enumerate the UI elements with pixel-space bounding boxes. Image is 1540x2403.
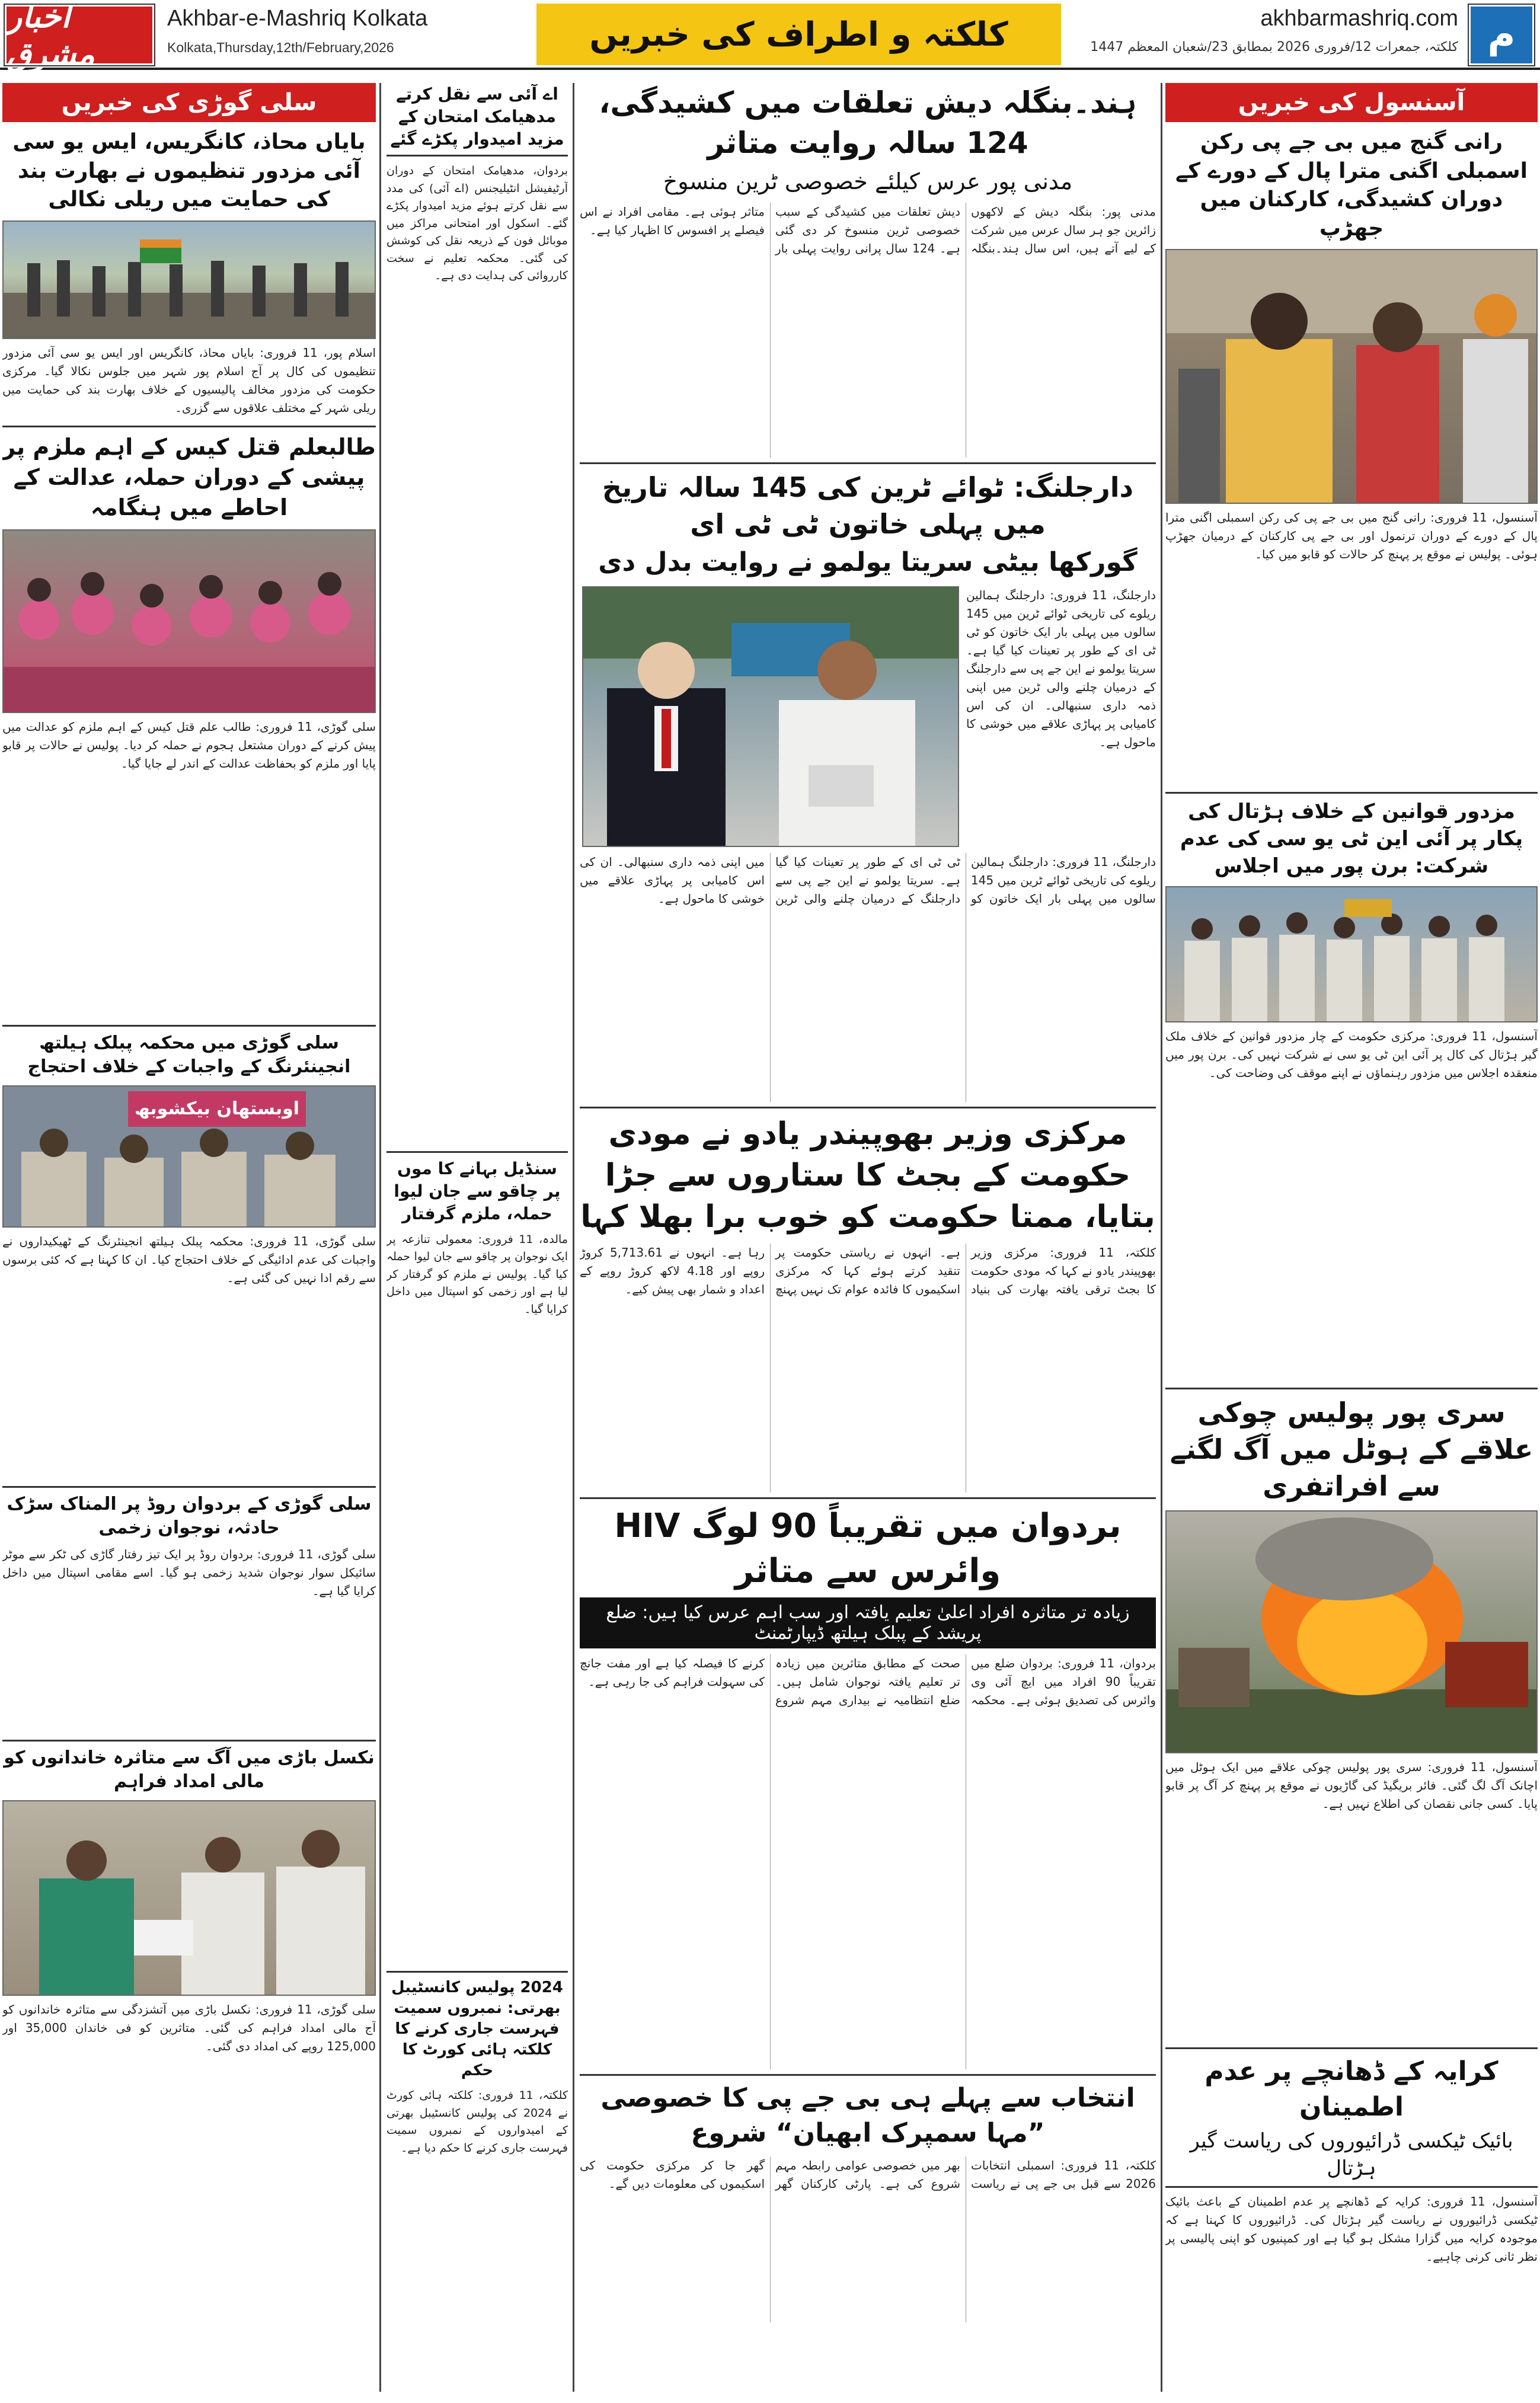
phe-protest-photo bbox=[2, 1085, 376, 1228]
story-headline: ہند۔بنگلہ دیش تعلقات میں کشیدگی، 124 سالہ روایت متاثر bbox=[599, 85, 1137, 160]
masthead-icon-glyph: م bbox=[1487, 13, 1516, 57]
story-highlight-bar: زیادہ تر متاثرہ افراد اعلیٰ تعلیم یافتہ اور سب اہم عرس کیا ہیں: ضلع پریشد کے پبلک ہیلتھ ڈیپارٹمنٹ bbox=[580, 1597, 1156, 1648]
newspaper-logo bbox=[5, 0, 154, 73]
story-headline: سلی گوڑی میں محکمہ پبلک ہیلتھ انجینئرنگ کے واجبات کے خلاف احتجاج bbox=[27, 1032, 351, 1078]
story-headline: رانی گنج میں بی جے پی رکن اسمبلی اگنی مترا پال کے دورے کے دوران کشیدگی، کارکنان میں جھڑپ bbox=[1175, 130, 1528, 241]
masthead-right bbox=[1067, 6, 1458, 55]
story-headline: نکسل باڑی میں آگ سے متاثرہ خاندانوں کو مالی امداد فراہم bbox=[4, 1747, 375, 1792]
court-protest-figures bbox=[4, 531, 375, 713]
ranigunj-clash-figures bbox=[1167, 250, 1536, 504]
story-headline: سنڈیل بہانے کا موں پر چاقو سے جان لیوا حملہ، ملزم گرفتار bbox=[394, 1159, 561, 1223]
story-subhead: گورکھا بیٹی سریتا یولمو نے روایت بدل دی bbox=[598, 547, 1138, 578]
masthead bbox=[0, 0, 1540, 73]
logo-text: اخبار مشرق bbox=[7, 0, 95, 73]
urdu-date: کلکتہ، جمعرات 12/فروری 2026 بمطابق 23/شعبان المعظم 1447 bbox=[1090, 40, 1458, 55]
asansol-column bbox=[1165, 83, 1538, 2392]
story-body: بردوان، 11 فروری: بردوان ضلع میں تقریباً 90 افراد میں ایچ آئی وی وائرس کی تصدیق ہوئی ہے۔ محکمہ صحت کے مطابق متاثرین میں زیادہ تر تعلیم یافتہ نوجوان شامل ہیں۔ ضلع انتظامیہ نے بیداری مہم شروع کرنے کا فیصلہ کیا ہے اور مفت جانچ کی سہولت فراہم کی جا رہی ہے۔ bbox=[580, 1656, 1156, 1707]
divider bbox=[2, 1486, 376, 1488]
toy-train-tte-figures bbox=[583, 587, 958, 846]
divider bbox=[580, 1497, 1156, 1499]
story-headline: طالبعلم قتل کیس کے اہم ملزم پر پیشی کے دوران حملہ، عدالت کے احاطے میں ہنگامہ bbox=[2, 433, 376, 521]
hotel-fire-photo bbox=[1165, 1510, 1538, 1753]
story-body: بردوان، مدھیامک امتحان کے دوران آرٹیفیشل انٹیلیجنس (اے آئی) کی مدد سے نقل کرتے ہوئے مزید امیدوار پکڑے گئے۔ اسکول اور امتحانی مراکز میں موبائل فون کے ذریعہ نقل کی کوشش کی گئی۔ محکمہ تعلیم نے سخت کارروائی کی ہدایت دی ہے۔ bbox=[386, 164, 568, 283]
burnpur-meeting-figures bbox=[1167, 887, 1536, 1022]
masthead-left bbox=[167, 6, 535, 56]
story-subhead: بائیک ٹیکسی ڈرائیوروں کی ریاست گیر ہڑتال bbox=[1165, 2128, 1538, 2188]
rally-photo bbox=[2, 221, 376, 339]
masthead-icon bbox=[1469, 5, 1534, 65]
phe-protest-figures bbox=[4, 1087, 375, 1228]
column-rule bbox=[1161, 83, 1162, 2392]
siliguri-column bbox=[2, 83, 376, 2392]
story-headline: مرکزی وزیر بھوپیندر یادو نے مودی حکومت کے بجٹ کا ستاروں سے جڑا بتایا، ممتا حکومت کو خوب برا بھلا کہا bbox=[580, 1116, 1155, 1235]
story-headline: سری پور پولیس چوکی علاقے کے ہوٹل میں آگ لگنے سے افراتفری bbox=[1170, 1397, 1533, 1503]
story-headline: انتخاب سے پہلے ہی بی جے پی کا خصوصی ”مہا سمپرک ابھیان“ شروع bbox=[600, 2082, 1135, 2149]
story-body: مدنی پور: بنگلہ دیش کے لاکھوں زائرین جو ہر سال عرس میں شرکت کے لیے آتے ہیں، اس سال ہند۔بنگلہ دیش تعلقات میں کشیدگی کے سبب خصوصی ٹرین منسوخ کر دی گئی ہے۔ 124 سال پرانی روایت پہلی بار متاثر ہوئی ہے۔ مقامی افراد نے اس فیصلے پر افسوس کا اظہار کیا ہے۔ bbox=[580, 204, 1156, 256]
divider bbox=[386, 1971, 568, 1973]
divider bbox=[580, 462, 1156, 464]
story-headline: دارجلنگ: ٹوائے ٹرین کی 145 سالہ تاریخ میں پہلی خاتون ٹی ٹی ای bbox=[602, 471, 1134, 541]
story2-layout bbox=[580, 586, 1156, 847]
ranigunj-clash-photo bbox=[1165, 249, 1538, 504]
story-body: سلی گوڑی، 11 فروری: نکسل باڑی میں آتشزدگی سے متاثرہ خاندانوں کو آج مالی امداد فراہم کی گئی۔ متاثرین کو فی خاندان 35,000 اور 125,000 روپے کی امداد دی گئی۔ bbox=[2, 2002, 376, 2053]
divider bbox=[580, 1107, 1156, 1108]
story-headline: کرایہ کے ڈھانچے پر عدم اطمینان bbox=[1204, 2056, 1499, 2122]
divider bbox=[2, 426, 376, 427]
divider bbox=[580, 2074, 1156, 2076]
story-body: آسنسول، 11 فروری: کرایہ کے ڈھانچے پر عدم اطمینان کے باعث بائیک ٹیکسی ڈرائیوروں نے ریاست گیر ہڑتال کی۔ ڈرائیوروں کا کہنا ہے کہ موجودہ کرایہ میں گزارا مشکل ہو گیا ہے اور کمپنیوں کو اپنی پالیسی پر نظر ثانی کرنی چاہیے۔ bbox=[1165, 2194, 1538, 2264]
hotel-fire-figures bbox=[1167, 1512, 1536, 1753]
center-column bbox=[580, 83, 1156, 2392]
aid-distribution-figures bbox=[4, 1801, 375, 1996]
divider bbox=[386, 1151, 568, 1153]
story-body: سلی گوڑی، 11 فروری: طالب علم قتل کیس کے اہم ملزم کو عدالت میں پیش کرنے کے دوران مشتعل ہجوم نے حملہ کر دیا۔ پولیس نے حالات پر قابو پایا اور ملزم کو بحفاظت عدالت کے اندر لے جایا گیا۔ bbox=[2, 719, 376, 771]
story-headline: بایاں محاذ، کانگریس، ایس یو سی آئی مزدور تنظیموں نے بھارت بند کی حمایت میں ریلی نکالی bbox=[12, 130, 366, 212]
story-body: سلی گوڑی، 11 فروری: بردوان روڈ پر ایک تیز رفتار گاڑی کی ٹکر سے موٹر سائیکل سوار نوجوان شدید زخمی ہو گیا۔ اسے مقامی اسپتال میں داخل کرایا گیا ہے۔ bbox=[2, 1546, 376, 1598]
story-body: اسلام پور، 11 فروری: بایاں محاذ، کانگریس اور ایس یو سی آئی مزدور تنظیموں کی کال پر آج اسلام پور شہر میں جلوس نکالا گیا۔ مرکزی حکومت کی مزدور مخالف پالیسیوں کے خلاف بھارت بند کی حمایت میں ریلی شہر کے مختلف علاقوں سے گزری۔ bbox=[2, 345, 376, 415]
column-rule bbox=[379, 83, 381, 2392]
story-body: آسنسول، 11 فروری: مرکزی حکومت کے چار مزدور قوانین کے خلاف ملک گیر ہڑتال کی کال پر آئی این ٹی یو سی نے شرکت نہیں کی۔ برن پور میں منعقدہ اجلاس میں مزدور رہنماؤں نے اپنے موقف کی وضاحت کی۔ bbox=[1165, 1029, 1538, 1081]
section-banner-title: کلکتہ و اطراف کی خبریں bbox=[589, 15, 1008, 54]
section-tag-siliguri: سلی گوڑی کی خبریں bbox=[2, 83, 376, 122]
court-protest-photo bbox=[2, 529, 376, 713]
story-body: کلکتہ، 11 فروری: مرکزی وزیر بھوپیندر یادو نے کہا کہ مودی حکومت کا بجٹ ترقی یافتہ بھارت کی بنیاد ہے۔ انہوں نے ریاستی حکومت پر تنقید کرتے ہوئے کہا کہ مرکزی اسکیموں کا فائدہ عوام تک نہیں پہنچ رہا ہے۔ انہوں نے 5,713.61 کروڑ روپے اور 4.18 لاکھ کروڑ روپے کے اعداد و شمار بھی پیش کیے۔ bbox=[580, 1245, 1156, 1297]
protest-banner: اوبستھان بیکشوبھ bbox=[128, 1091, 306, 1127]
story-headline: مزدور قوانین کے خلاف ہڑتال کی پکار پر آئی این ٹی یو سی کی عدم شرکت: برن پور میں اجلاس bbox=[1180, 800, 1523, 878]
story-headline: بردوان میں تقریباً 90 لوگ HIV وائرس سے متاثر bbox=[614, 1507, 1122, 1591]
divider bbox=[1165, 792, 1538, 794]
story-body: مالدہ، 11 فروری: معمولی تنازعہ پر ایک نوجوان پر چاقو سے جان لیوا حملہ کیا گیا۔ پولیس نے ملزم کو گرفتار کر لیا ہے اور زخمی کو اسپتال میں داخل کرایا گیا۔ bbox=[386, 1232, 568, 1316]
section-tag-asansol: آسنسول کی خبریں bbox=[1165, 83, 1538, 122]
story-subhead: مدنی پور عرس کیلئے خصوصی ٹرین منسوخ bbox=[663, 168, 1073, 194]
story-body: دارجلنگ، 11 فروری: دارجلنگ ہمالین ریلوے کی تاریخی ٹوائے ٹرین میں 145 سالوں میں پہلی بار ایک خاتون کو ٹی ٹی ای کے طور پر تعینات کیا گیا ہے۔ سریتا یولمو نے این جے پی سے دارجلنگ کے درمیان چلنے والی ٹرین میں اپنی ذمہ داری سنبھالی۔ ان کی اس کامیابی پر پہاڑی علاقے میں خوشی کا ماحول ہے۔ bbox=[580, 854, 1156, 906]
story-body: دارجلنگ، 11 فروری: دارجلنگ ہمالین ریلوے کی تاریخی ٹوائے ٹرین میں 145 سالوں میں پہلی بار ایک خاتون کو ٹی ٹی ای کے طور پر تعینات کیا گیا ہے۔ سریتا یولمو نے این جے پی سے دارجلنگ کے درمیان چلنے والی ٹرین میں اپنی ذمہ داری سنبھالی۔ ان کی اس کامیابی پر پہاڑی علاقے میں خوشی کا ماحول ہے۔ bbox=[966, 587, 1156, 749]
divider bbox=[1165, 1388, 1538, 1389]
story-headline: 2024 پولیس کانسٹیبل بھرتی: نمبروں سمیت فہرست جاری کرنے کا کلکتہ ہائی کورٹ کا حکم bbox=[391, 1978, 563, 2080]
story-headline: سلی گوڑی کے بردوان روڈ پر المناک سڑک حادثہ، نوجوان زخمی bbox=[7, 1493, 372, 1539]
website-url: akhbarmashriq.com bbox=[1260, 6, 1458, 31]
divider bbox=[1165, 2047, 1538, 2049]
english-date: Kolkata,Thursday,12th/February,2026 bbox=[167, 40, 394, 55]
story-body: آسنسول، 11 فروری: سری پور پولیس چوکی علاقے میں ایک ہوٹل میں اچانک آگ لگ گئی۔ فائر بریگیڈ کی گاڑیوں نے موقع پر پہنچ کر آگ پر قابو پایا۔ کسی جانی نقصان کی اطلاع نہیں ہے۔ bbox=[1165, 1760, 1538, 1811]
section-banner bbox=[536, 4, 1061, 65]
column-two bbox=[386, 83, 568, 2392]
divider bbox=[2, 1025, 376, 1027]
aid-distribution-photo bbox=[2, 1800, 376, 1996]
paper-name: Akhbar-e-Mashriq Kolkata bbox=[167, 6, 428, 31]
story-headline: اے آئی سے نقل کرتے مدھیامک امتحان کے مزید امیدوار پکڑے گئے bbox=[386, 83, 568, 156]
burnpur-meeting-photo bbox=[1165, 886, 1538, 1022]
toy-train-tte-photo bbox=[582, 586, 959, 847]
story-body: آسنسول، 11 فروری: رانی گنج میں بی جے پی کی رکن اسمبلی اگنی مترا پال کے دورے کے دوران ترنمول اور بی جے پی کارکنان کے درمیان جھڑپ ہوئی۔ پولیس نے موقع پر پہنچ کر حالات کو قابو میں کیا۔ bbox=[1165, 510, 1538, 562]
story-body: کلکتہ، 11 فروری: کلکتہ ہائی کورٹ نے 2024 کی پولیس کانسٹیبل بھرتی کے امیدواروں کے نمبروں سمیت فہرست جاری کرنے کا حکم دیا ہے۔ bbox=[386, 2089, 568, 2155]
story-body: کلکتہ، 11 فروری: اسمبلی انتخابات 2026 سے قبل بی جے پی نے ریاست بھر میں خصوصی عوامی رابطہ مہم شروع کی ہے۔ پارٹی کارکنان گھر گھر جا کر مرکزی حکومت کی اسکیموں کی معلومات دیں گے۔ bbox=[580, 2158, 1156, 2191]
divider bbox=[2, 1740, 376, 1741]
story-body: سلی گوڑی، 11 فروری: محکمہ پبلک ہیلتھ انجینئرنگ کے ٹھیکیداروں نے واجبات کی عدم ادائیگی کے خلاف احتجاج کیا۔ ان کا کہنا ہے کہ کئی برسوں سے رقم ادا نہیں کی گئی ہے۔ bbox=[2, 1234, 376, 1285]
column-rule bbox=[573, 83, 574, 2392]
rally-photo-figures bbox=[4, 222, 375, 339]
